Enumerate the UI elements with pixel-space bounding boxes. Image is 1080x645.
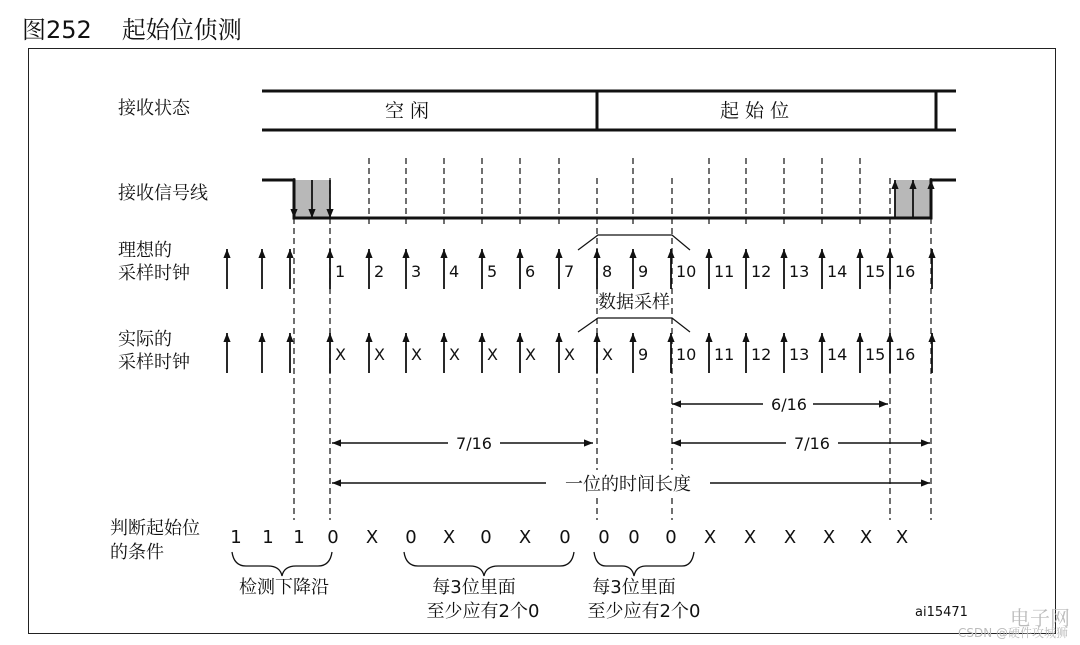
row-label-signal-line: 接收信号线 bbox=[118, 183, 208, 204]
condition-value: 1 bbox=[262, 527, 274, 548]
condition-values bbox=[230, 527, 908, 548]
ideal-clock-label: 16 bbox=[895, 262, 916, 281]
condition-value: X bbox=[783, 527, 797, 548]
condition-value: X bbox=[822, 527, 836, 548]
condition-value: X bbox=[365, 527, 379, 548]
actual-clock-label: 13 bbox=[789, 345, 810, 364]
ideal-clock-label: 6 bbox=[525, 262, 536, 281]
brace-three-samples-b bbox=[594, 552, 694, 576]
ideal-clock-label: 15 bbox=[865, 262, 886, 281]
actual-clock-labels bbox=[335, 345, 915, 364]
interval-six-sixteenths-label: 6/16 bbox=[771, 395, 807, 414]
ideal-clock-label: 14 bbox=[827, 262, 848, 281]
actual-clock-label: 14 bbox=[827, 345, 848, 364]
ideal-clock-label: 10 bbox=[676, 262, 697, 281]
row-label-ideal-clock-1: 理想的 bbox=[118, 240, 172, 261]
condition-value: X bbox=[743, 527, 757, 548]
ideal-clock-label: 13 bbox=[789, 262, 810, 281]
row-label-ideal-clock-2: 采样时钟 bbox=[118, 263, 190, 284]
brace-three-samples-a-line1: 每3位里面 bbox=[432, 577, 516, 598]
receive-state-bus bbox=[262, 91, 956, 130]
actual-clock-label: X bbox=[374, 345, 385, 364]
row-label-condition-1: 判断起始位 bbox=[110, 518, 200, 539]
ideal-clock-label: 8 bbox=[602, 262, 613, 281]
condition-value: 0 bbox=[665, 527, 677, 548]
ideal-clock-label: 5 bbox=[487, 262, 498, 281]
actual-clock-label: X bbox=[335, 345, 346, 364]
figure-id: ai15471 bbox=[915, 605, 968, 620]
ideal-clock-label: 9 bbox=[638, 262, 649, 281]
actual-clock-label: 10 bbox=[676, 345, 697, 364]
actual-clock-label: 11 bbox=[714, 345, 735, 364]
actual-clock-label: 9 bbox=[638, 345, 649, 364]
condition-value: 0 bbox=[559, 527, 571, 548]
actual-clock-label: X bbox=[602, 345, 613, 364]
condition-value: X bbox=[703, 527, 717, 548]
brace-three-samples-a bbox=[404, 552, 574, 576]
interval-seven-sixteenths-b-label: 7/16 bbox=[794, 434, 830, 453]
condition-value: X bbox=[895, 527, 909, 548]
state-start-bit: 起 始 位 bbox=[720, 100, 790, 122]
ideal-clock-label: 1 bbox=[335, 262, 346, 281]
brace-falling-edge-label: 检测下降沿 bbox=[239, 577, 329, 598]
condition-value: 1 bbox=[293, 527, 305, 548]
actual-clock-label: X bbox=[449, 345, 460, 364]
row-label-receive-state: 接收状态 bbox=[118, 98, 190, 119]
brace-three-samples-b-line2: 至少应有2个0 bbox=[587, 601, 701, 622]
signal-waveform bbox=[262, 180, 956, 218]
condition-value: 0 bbox=[480, 527, 492, 548]
condition-value: 1 bbox=[230, 527, 242, 548]
condition-value: X bbox=[859, 527, 873, 548]
condition-value: X bbox=[442, 527, 456, 548]
actual-clock-label: 16 bbox=[895, 345, 916, 364]
data-sampling-label: 数据采样 bbox=[598, 292, 670, 313]
actual-sampling-bracket bbox=[578, 318, 690, 332]
row-label-condition-2: 的条件 bbox=[110, 542, 164, 563]
row-label-actual-clock-2: 采样时钟 bbox=[118, 352, 190, 373]
condition-value: 0 bbox=[628, 527, 640, 548]
ideal-clock-label: 7 bbox=[564, 262, 575, 281]
dashed-guides bbox=[294, 158, 931, 520]
ideal-clock-label: 2 bbox=[374, 262, 385, 281]
brace-falling-edge bbox=[232, 552, 332, 576]
interval-seven-sixteenths-a-label: 7/16 bbox=[456, 434, 492, 453]
ideal-sampling-bracket bbox=[578, 235, 690, 250]
brace-three-samples-a-line2: 至少应有2个0 bbox=[426, 601, 540, 622]
ideal-clock-label: 3 bbox=[411, 262, 422, 281]
interval-one-bit-time-label: 一位的时间长度 bbox=[565, 474, 691, 495]
brace-three-samples-b-line1: 每3位里面 bbox=[592, 577, 676, 598]
edge-arrows bbox=[294, 180, 931, 218]
actual-clock-label: 12 bbox=[751, 345, 772, 364]
actual-clock-label: X bbox=[487, 345, 498, 364]
row-label-actual-clock-1: 实际的 bbox=[118, 329, 172, 350]
condition-value: X bbox=[518, 527, 532, 548]
figure-number: 图252 bbox=[22, 16, 92, 44]
watermark-credit: CSDN @硬件攻城狮 bbox=[957, 626, 1068, 640]
condition-value: 0 bbox=[405, 527, 417, 548]
ideal-clock-label: 11 bbox=[714, 262, 735, 281]
condition-value: 0 bbox=[327, 527, 339, 548]
actual-clock-label: X bbox=[411, 345, 422, 364]
watermark-brand: 电子网 bbox=[1010, 606, 1070, 630]
ideal-clock-label: 4 bbox=[449, 262, 460, 281]
ideal-clock-label: 12 bbox=[751, 262, 772, 281]
figure-caption: 起始位侦测 bbox=[121, 16, 242, 44]
state-idle: 空 闲 bbox=[385, 100, 430, 122]
condition-value: 0 bbox=[598, 527, 610, 548]
actual-clock-label: 15 bbox=[865, 345, 886, 364]
ideal-clock-labels bbox=[335, 262, 915, 281]
actual-clock-label: X bbox=[564, 345, 575, 364]
actual-clock-label: X bbox=[525, 345, 536, 364]
